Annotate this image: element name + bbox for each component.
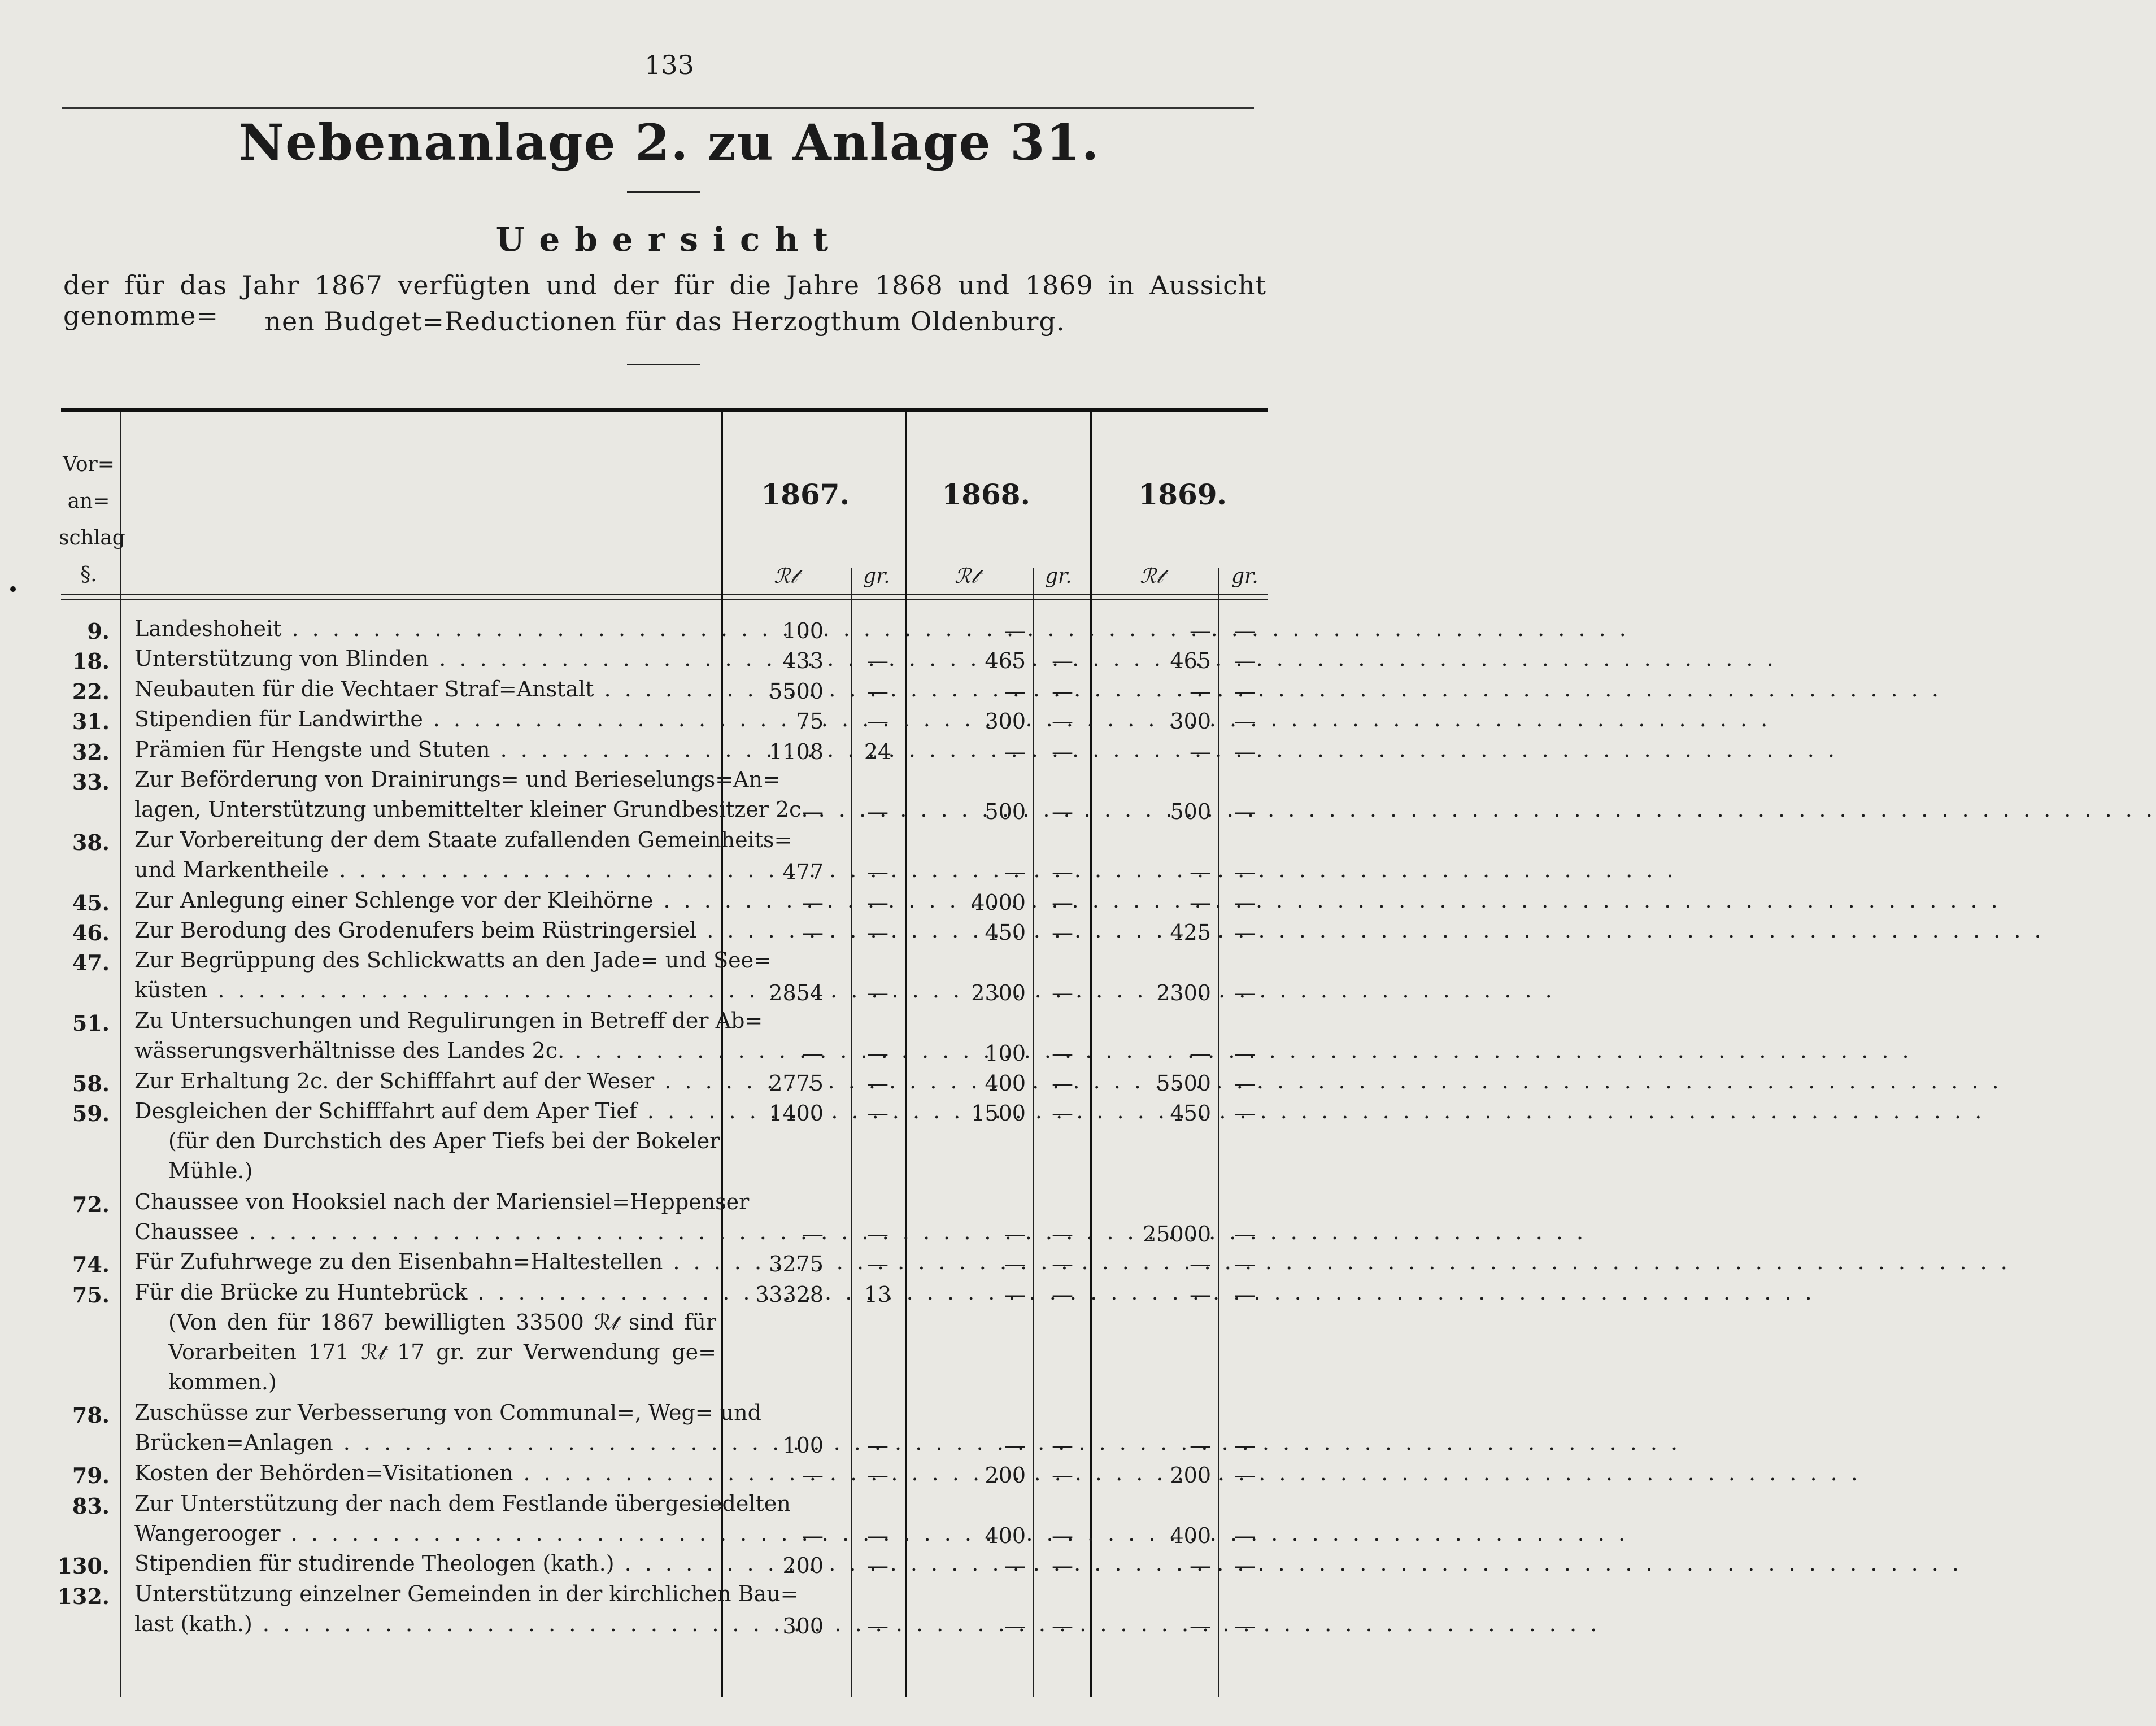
section-heading: Uebersicht <box>495 220 843 259</box>
cell-g1869: — <box>1234 1282 1256 1307</box>
row-description <box>134 674 716 704</box>
cell-v1867: 2775 <box>769 1071 824 1096</box>
cell-g1867: — <box>867 1040 888 1066</box>
cell-g1867: — <box>867 1523 888 1548</box>
thaler-unit-1869: ℛ︎𝓉 <box>1140 565 1163 588</box>
row-number: 38. <box>72 829 110 855</box>
row-description-line: Landeshoheit . . . <box>134 614 716 644</box>
cell-v1868: 500 <box>985 799 1026 825</box>
row-description-line: Wangerooger . . . <box>134 1519 716 1549</box>
cell-v1867: 200 <box>782 1553 824 1579</box>
row-description-line: kommen.) <box>168 1369 277 1394</box>
row-description-line: Zuschüsse zur Verbesserung von Communal=, Weg= und <box>134 1400 761 1426</box>
cell-g1867: 13 <box>864 1282 892 1307</box>
cell-g1868: — <box>1052 799 1073 825</box>
cell-v1868: — <box>1004 1432 1026 1458</box>
cell-v1868: — <box>1004 1222 1026 1246</box>
row-description <box>134 1066 716 1096</box>
page-number: 133 <box>644 50 694 80</box>
row-description-line: Desgleichen der Schifffahrt auf dem Aper Tief . . . <box>134 1096 716 1126</box>
row-description <box>134 916 716 945</box>
cell-v1867: — <box>802 1463 824 1488</box>
cell-v1867: 477 <box>782 860 824 885</box>
cell-v1867: — <box>802 799 824 825</box>
row-number: 32. <box>72 739 110 765</box>
cell-g1868: — <box>1052 1101 1073 1126</box>
row-description <box>134 1187 750 1247</box>
cell-v1869: 5500 <box>1156 1071 1211 1096</box>
row-description <box>134 1549 716 1579</box>
cell-g1869: — <box>1234 1040 1256 1066</box>
cell-v1869: — <box>1190 1614 1211 1639</box>
year-header-1868: 1868. <box>942 478 1030 511</box>
row-number: 83. <box>72 1493 110 1519</box>
row-number: 79. <box>72 1463 110 1489</box>
cell-g1868: — <box>1052 920 1073 945</box>
cell-g1869: — <box>1234 648 1256 674</box>
cell-g1867: — <box>867 890 888 915</box>
row-description-line: und Markentheile . . . <box>134 855 716 885</box>
cell-v1867: 75 <box>796 709 824 734</box>
cell-v1869: — <box>1190 1553 1211 1579</box>
cell-v1869: — <box>1190 618 1211 643</box>
row-number: 74. <box>72 1252 110 1278</box>
cell-g1868: — <box>1052 1071 1073 1096</box>
row-description-line: Vorarbeiten 171 ℛ︎𝓉 17 gr. zur Verwendung ge= <box>168 1339 716 1365</box>
row-number: 9. <box>87 618 110 644</box>
cell-v1869: 450 <box>1170 1101 1211 1126</box>
cell-g1867: — <box>867 1463 888 1488</box>
row-description-line: Prämien für Hengste und Stuten . . . <box>134 735 716 765</box>
cell-v1868: 465 <box>985 648 1026 674</box>
row-number: 18. <box>72 648 110 674</box>
cell-g1869: — <box>1234 890 1256 915</box>
row-description-line: Unterstützung von Blinden . . . <box>134 644 716 674</box>
row-description <box>134 704 716 734</box>
cell-v1867: — <box>802 890 824 915</box>
row-description <box>134 765 808 825</box>
cell-g1867: — <box>867 860 888 885</box>
cell-g1867: — <box>867 799 888 825</box>
cell-v1869: — <box>1190 890 1211 915</box>
cell-g1869: — <box>1234 1553 1256 1579</box>
cell-g1869: — <box>1234 739 1256 764</box>
row-number: 47. <box>72 950 110 976</box>
cell-v1869: — <box>1190 860 1211 885</box>
row-description <box>134 1096 720 1186</box>
cell-v1868: — <box>1004 1553 1026 1579</box>
row-description <box>134 886 716 916</box>
cell-g1867: — <box>867 920 888 945</box>
description-line-2: nen Budget=Reductionen für das Herzogthum Oldenburg. <box>264 306 1065 337</box>
cell-v1868: — <box>1004 739 1026 764</box>
cell-g1868: — <box>1052 648 1073 674</box>
cell-v1869: — <box>1190 1252 1211 1277</box>
row-description-line: Zur Beförderung von Drainirungs= und Berieselungs=An= <box>134 767 781 792</box>
cell-g1869: — <box>1234 709 1256 734</box>
row-description-line: Zur Vorbereitung der dem Staate zufallenden Gemeinheits= <box>134 827 792 852</box>
cell-v1867: 3275 <box>769 1252 824 1277</box>
cell-g1868: — <box>1052 1553 1073 1579</box>
cell-v1869: — <box>1190 1432 1211 1458</box>
row-description-line: Zur Erhaltung 2c. der Schifffahrt auf der Weser . . . <box>134 1066 716 1096</box>
groschen-unit-1869: gr. <box>1231 565 1258 588</box>
cell-v1867: — <box>802 920 824 945</box>
cell-g1869: — <box>1234 980 1256 1005</box>
row-description-line: (Von den für 1867 bewilligten 33500 ℛ︎𝓉 sind für <box>168 1309 716 1335</box>
cell-v1869: — <box>1190 739 1211 764</box>
cell-v1868: — <box>1004 1282 1026 1307</box>
row-description-line: last (kath.) . . . <box>134 1609 716 1639</box>
cell-g1868: — <box>1052 1614 1073 1639</box>
cell-g1869: — <box>1234 1614 1256 1639</box>
row-number: 45. <box>72 890 110 916</box>
cell-v1867: 300 <box>782 1614 824 1639</box>
header-rule-2 <box>61 599 1268 600</box>
row-description <box>134 1006 763 1066</box>
row-description <box>134 945 772 1005</box>
cell-v1868: 4000 <box>971 890 1026 915</box>
row-description-line: Mühle.) <box>168 1158 253 1184</box>
row-description-line: Stipendien für Landwirthe . . . <box>134 704 716 734</box>
cell-g1869: — <box>1234 1101 1256 1126</box>
cell-v1869: 500 <box>1170 799 1211 825</box>
row-description <box>134 1458 716 1488</box>
cell-g1867: — <box>867 1101 888 1126</box>
cell-g1867: — <box>867 1252 888 1277</box>
row-number: 130. <box>57 1553 110 1579</box>
row-number: 78. <box>72 1402 110 1428</box>
row-number: 75. <box>72 1282 110 1307</box>
cell-g1867: 24 <box>864 739 892 764</box>
year-header-1869: 1869. <box>1138 478 1227 511</box>
ink-speck <box>10 586 16 592</box>
cell-v1868: 300 <box>985 709 1026 734</box>
cell-g1868: — <box>1052 860 1073 885</box>
cell-v1867: — <box>802 1222 824 1246</box>
cell-v1867: 100 <box>782 1432 824 1458</box>
row-description-line: Für Zufuhrwege zu den Eisenbahn=Haltestellen . . . <box>134 1247 716 1277</box>
cell-v1867: — <box>802 1040 824 1066</box>
row-description-line: Unterstützung einzelner Gemeinden in der kirchlichen Bau= <box>134 1581 799 1606</box>
cell-g1867: — <box>867 678 888 704</box>
row-description-line: Neubauten für die Vechtaer Straf=Anstalt . . . <box>134 674 716 704</box>
cell-v1867: 1108 <box>769 739 824 764</box>
top-rule <box>62 107 1254 109</box>
row-description <box>134 825 792 885</box>
row-number: 31. <box>72 709 110 735</box>
cell-g1868: — <box>1052 1252 1073 1277</box>
row-description-line: wässerungsverhältnisse des Landes 2c. . . . <box>134 1036 716 1066</box>
cell-g1869: — <box>1234 618 1256 643</box>
cell-g1868: — <box>1052 1282 1073 1307</box>
row-number: 58. <box>72 1071 110 1096</box>
cell-v1868: — <box>1004 678 1026 704</box>
cell-g1867: — <box>867 980 888 1005</box>
cell-v1868: 400 <box>985 1071 1026 1096</box>
cell-v1869: 25000 <box>1143 1222 1211 1246</box>
row-description-line: küsten . . . <box>134 975 716 1005</box>
row-description-line: lagen, Unterstützung unbemittelter kleiner Grundbesitzer 2c. . . . <box>134 795 716 825</box>
cell-g1868: — <box>1052 980 1073 1005</box>
row-description-line: Zur Berodung des Grodenufers beim Rüstringersiel . . . <box>134 916 716 945</box>
row-description <box>134 1489 791 1549</box>
cell-v1869: — <box>1190 678 1211 704</box>
cell-g1869: — <box>1234 1252 1256 1277</box>
cell-v1868: 100 <box>985 1040 1026 1066</box>
row-description <box>134 644 716 674</box>
voranschlag-header: Vor= an= schlag §. <box>59 453 125 586</box>
cell-g1868: — <box>1052 739 1073 764</box>
row-number: 59. <box>72 1101 110 1127</box>
row-description-line: Zur Unterstützung der nach dem Festlande übergesiedelten <box>134 1490 791 1516</box>
cell-g1868: — <box>1052 1222 1073 1246</box>
cell-v1868: 400 <box>985 1523 1026 1548</box>
cell-v1869: 300 <box>1170 709 1211 734</box>
cell-v1869: 425 <box>1170 920 1211 945</box>
cell-g1869: — <box>1234 920 1256 945</box>
table-top-rule <box>61 408 1268 412</box>
row-description <box>134 1398 761 1458</box>
thaler-unit-1867: ℛ︎𝓉 <box>774 565 797 588</box>
cell-g1869: — <box>1234 1432 1256 1458</box>
row-description-line: Kosten der Behörden=Visitationen . . . <box>134 1458 716 1488</box>
cell-v1867: 100 <box>782 618 824 643</box>
cell-v1869: 400 <box>1170 1523 1211 1548</box>
cell-v1868: — <box>1004 860 1026 885</box>
cell-v1868: 1500 <box>971 1101 1026 1126</box>
row-description <box>134 614 716 644</box>
row-number: 132. <box>57 1583 110 1609</box>
cell-v1868: — <box>1004 1614 1026 1639</box>
row-description-line: Chaussee . . . <box>134 1217 716 1247</box>
cell-g1869: — <box>1234 1523 1256 1548</box>
header-rule-1 <box>61 594 1268 595</box>
cell-v1867: 33328 <box>755 1282 824 1307</box>
year-header-1867: 1867. <box>761 478 850 511</box>
title-divider <box>627 191 700 193</box>
cell-g1869: — <box>1234 1222 1256 1246</box>
row-number: 22. <box>72 678 110 704</box>
row-description-line: Zur Anlegung einer Schlenge vor der Kleihörne . . . <box>134 886 716 916</box>
cell-g1869: — <box>1234 1071 1256 1096</box>
cell-v1869: 465 <box>1170 648 1211 674</box>
cell-v1868: 450 <box>985 920 1026 945</box>
cell-v1869: — <box>1190 1282 1211 1307</box>
row-description-line: Zur Begrüppung des Schlickwatts an den Jade= und See= <box>134 948 772 973</box>
row-description-line: Stipendien für studirende Theologen (kath.) . . . <box>134 1549 716 1579</box>
groschen-unit-1867: gr. <box>863 565 890 588</box>
row-description <box>134 735 716 765</box>
cell-v1868: — <box>1004 1252 1026 1277</box>
cell-g1867: — <box>867 1432 888 1458</box>
cell-g1869: — <box>1234 678 1256 704</box>
cell-v1867: 433 <box>782 648 824 674</box>
cell-g1867: — <box>867 1553 888 1579</box>
cell-v1867: 1400 <box>769 1101 824 1126</box>
description-line-1: der für das Jahr 1867 verfügten und der für die Jahre 1868 und 1869 in Aussicht genomme= <box>63 270 1266 331</box>
subtitle-divider <box>627 364 700 365</box>
cell-v1867: 2854 <box>769 980 824 1005</box>
row-description-line: Brücken=Anlagen . . . <box>134 1428 716 1458</box>
cell-g1869: — <box>1234 1463 1256 1488</box>
groschen-unit-1868: gr. <box>1045 565 1072 588</box>
cell-v1869: 2300 <box>1156 980 1211 1005</box>
cell-g1868: — <box>1052 1040 1073 1066</box>
cell-v1868: 200 <box>985 1463 1026 1488</box>
row-description-line: (für den Durchstich des Aper Tiefs bei der Bokeler <box>168 1128 720 1154</box>
cell-g1867: — <box>867 648 888 674</box>
row-description-line: Zu Untersuchungen und Regulirungen in Betreff der Ab= <box>134 1008 763 1034</box>
row-description <box>134 1579 799 1639</box>
cell-v1869: — <box>1190 1040 1211 1066</box>
cell-v1868: 2300 <box>971 980 1026 1005</box>
cell-g1868: — <box>1052 709 1073 734</box>
cell-g1867: — <box>867 709 888 734</box>
row-description <box>134 1278 716 1397</box>
row-description-line: Chaussee von Hooksiel nach der Mariensiel=Heppenser <box>134 1189 750 1214</box>
row-number: 72. <box>72 1191 110 1217</box>
cell-v1868: — <box>1004 618 1026 643</box>
cell-g1868: — <box>1052 678 1073 704</box>
cell-g1867: — <box>867 1071 888 1096</box>
cell-g1868: — <box>1052 1432 1073 1458</box>
cell-g1867: — <box>867 1222 888 1246</box>
cell-g1868: — <box>1052 1523 1073 1548</box>
cell-g1867: — <box>867 1614 888 1639</box>
cell-v1867: — <box>802 1523 824 1548</box>
cell-g1869: — <box>1234 799 1256 825</box>
row-number: 33. <box>72 769 110 795</box>
thaler-unit-1868: ℛ︎𝓉 <box>955 565 978 588</box>
cell-v1867: 5500 <box>769 678 824 704</box>
row-number: 46. <box>72 920 110 945</box>
row-description-line: Für die Brücke zu Huntebrück . . . <box>134 1278 716 1307</box>
cell-g1868: — <box>1052 890 1073 915</box>
page-title: Nebenanlage 2. zu Anlage 31. <box>238 113 1100 172</box>
cell-g1868: — <box>1052 1463 1073 1488</box>
cell-g1869: — <box>1234 860 1256 885</box>
column-divider-num <box>120 412 121 1697</box>
row-number: 51. <box>72 1010 110 1036</box>
cell-v1869: 200 <box>1170 1463 1211 1488</box>
row-description <box>134 1247 716 1277</box>
